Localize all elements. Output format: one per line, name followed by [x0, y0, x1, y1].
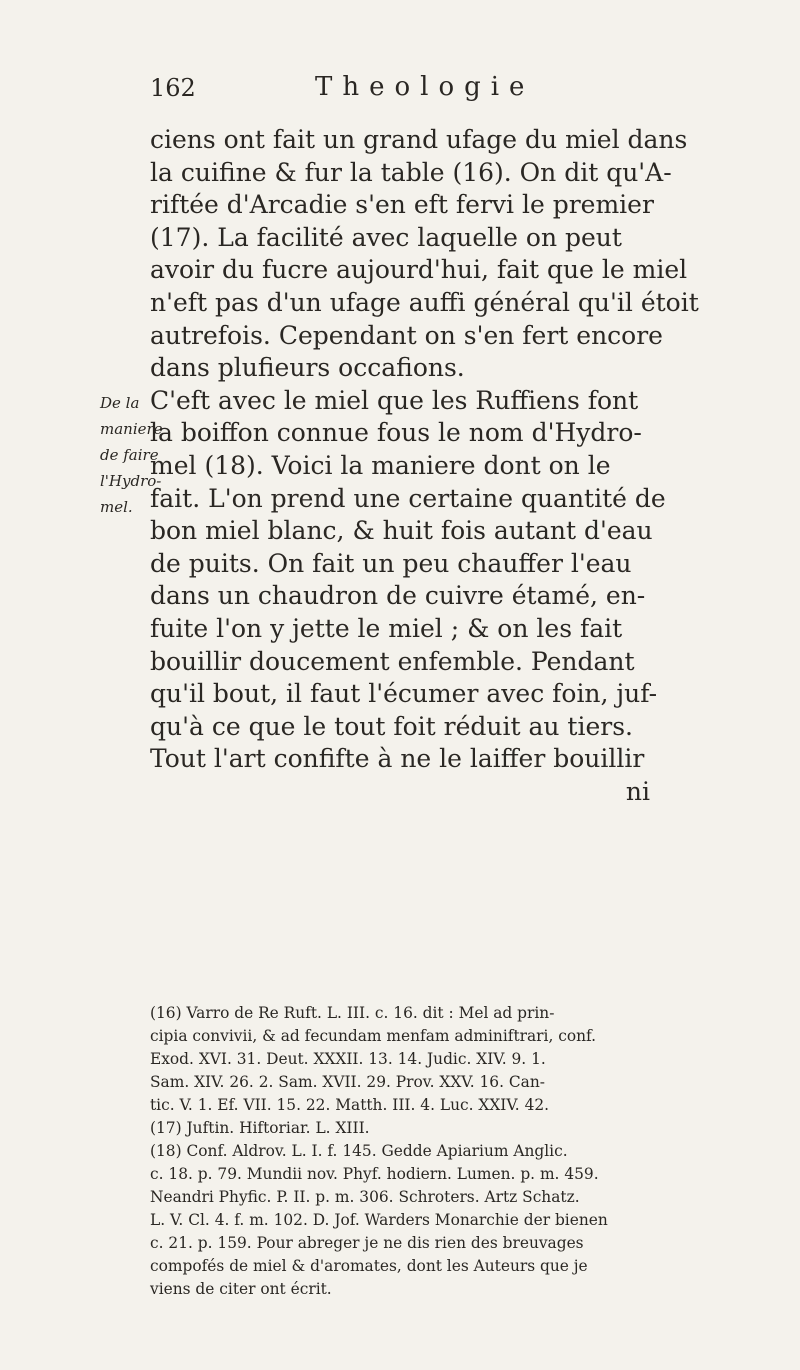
- page-number: 162: [150, 74, 196, 102]
- footnote-line: Sam. XIV. 26. 2. Sam. XVII. 29. Prov. XXV. 16. Can-: [150, 1073, 545, 1091]
- running-title: Theologie: [315, 72, 535, 102]
- footnote-line: Exod. XVI. 31. Deut. XXXII. 13. 14. Judic. XIV. 9. 1.: [150, 1050, 546, 1068]
- text-line: la boiffon connue fous le nom d'Hydro-: [150, 418, 642, 448]
- margin-note: [100, 390, 163, 520]
- text-line: de puits. On fait un peu chauffer l'eau: [150, 548, 632, 578]
- footnote-line: (16) Varro de Re Ruft. L. III. c. 16. dit : Mel ad prin-: [150, 1004, 555, 1022]
- footnote-line: compofés de miel & d'aromates, dont les Auteurs que je: [150, 1257, 588, 1275]
- text-line: fuite l'on y jette le miel ; & on les fait: [150, 613, 623, 643]
- text-line: n'eft pas d'un ufage auffi général qu'il étoit: [150, 287, 699, 317]
- text-line: Tout l'art confifte à ne le laiffer bouillir: [150, 744, 645, 774]
- text-line: avoir du fucre aujourd'hui, fait que le miel: [150, 255, 688, 285]
- text-line: (17). La facilité avec laquelle on peut: [150, 222, 622, 252]
- footnote-line: cipia convivii, & ad fecundam menfam adminiftrari, conf.: [150, 1027, 597, 1045]
- text-line: qu'il bout, il faut l'écumer avec foin, juf-: [150, 679, 658, 709]
- text-line: C'eft avec le miel que les Ruffiens font: [150, 385, 639, 415]
- margin-note-line: maniere: [100, 420, 163, 438]
- text-line: ciens ont fait un grand ufage du miel dans: [150, 125, 688, 154]
- text-line: dans plufieurs occafions.: [150, 353, 465, 383]
- footnote-line: (17) Juftin. Hiftoriar. L. XIII.: [150, 1119, 370, 1137]
- page-header: [150, 72, 620, 106]
- text-line: riftée d'Arcadie s'en eft fervi le premier: [150, 190, 654, 220]
- margin-note-line: l'Hydro-: [100, 472, 162, 490]
- margin-note-line: De la: [100, 394, 140, 412]
- margin-note-line: mel.: [100, 498, 133, 516]
- footnote-line: Neandri Phyfic. P. II. p. m. 306. Schroters. Artz Schatz.: [150, 1188, 580, 1206]
- footnote-line: L. V. Cl. 4. f. m. 102. D. Jof. Warders Monarchie der bienen: [150, 1211, 608, 1229]
- text-line: bouillir doucement enfemble. Pendant: [150, 646, 635, 676]
- margin-note-line: de faire: [100, 446, 159, 464]
- footnote-line: viens de citer ont écrit.: [150, 1280, 332, 1298]
- text-line: fait. L'on prend une certaine quantité de: [150, 483, 666, 513]
- footnote-line: tic. V. 1. Ef. VII. 15. 22. Matth. III. 4. Luc. XXIV. 42.: [150, 1096, 550, 1114]
- footnotes: [150, 1002, 650, 1301]
- text-line: la cuifine & fur la table (16). On dit qu'A-: [150, 157, 672, 187]
- catchword: ni: [625, 776, 650, 806]
- text-line: autrefois. Cependant on s'en fert encore: [150, 320, 663, 350]
- footnote-line: c. 21. p. 159. Pour abreger je ne dis rien des breuvages: [150, 1234, 584, 1252]
- main-text: [150, 124, 699, 808]
- text-line: qu'à ce que le tout foit réduit au tiers.: [150, 711, 633, 741]
- text-line: dans un chaudron de cuivre étamé, en-: [150, 581, 646, 611]
- text-line: bon miel blanc, & huit fois autant d'eau: [150, 516, 653, 546]
- footnote-line: c. 18. p. 79. Mundii nov. Phyf. hodiern. Lumen. p. m. 459.: [150, 1165, 599, 1183]
- text-line: mel (18). Voici la maniere dont on le: [150, 450, 611, 480]
- footnote-line: (18) Conf. Aldrov. L. I. f. 145. Gedde Apiarium Anglic.: [150, 1142, 568, 1160]
